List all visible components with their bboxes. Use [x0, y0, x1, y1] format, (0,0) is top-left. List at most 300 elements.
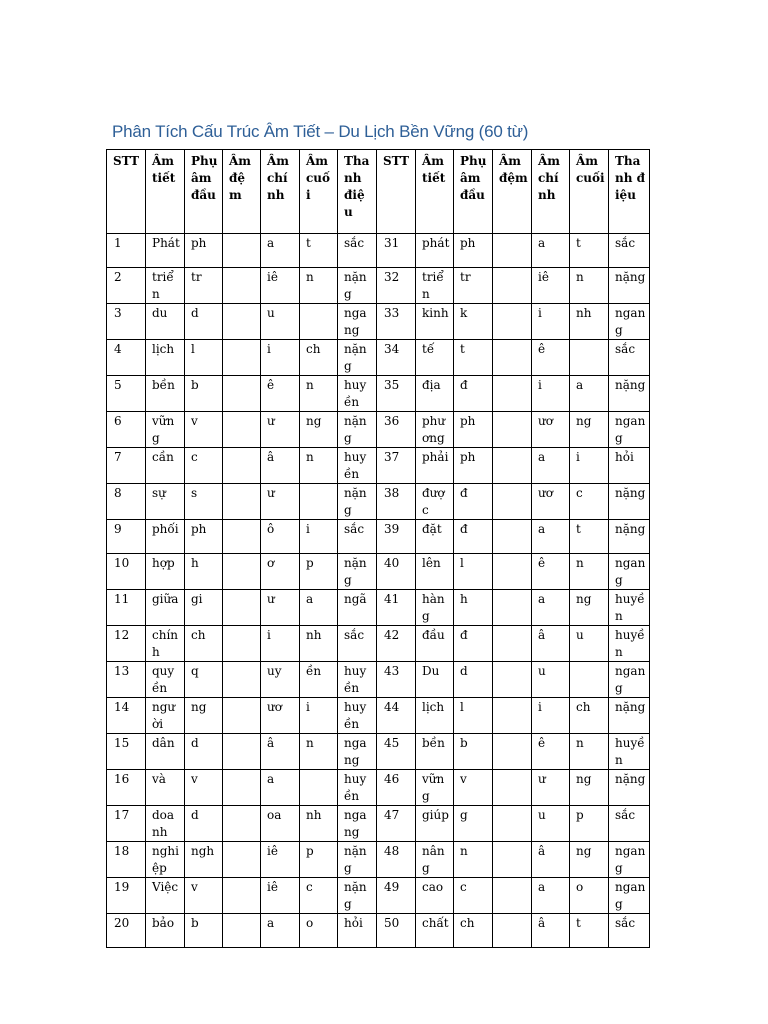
table-cell: tr: [185, 268, 223, 304]
table-cell: v: [185, 770, 223, 806]
table-cell: l: [454, 554, 493, 590]
table-cell: ph: [185, 234, 223, 268]
table-cell: ngang: [609, 878, 650, 914]
table-cell: đ: [454, 520, 493, 554]
table-cell: [300, 304, 338, 340]
table-cell: n: [570, 268, 609, 304]
table-cell: 2: [107, 268, 146, 304]
table-cell: v: [185, 878, 223, 914]
table-cell: 4: [107, 340, 146, 376]
table-cell: [223, 554, 261, 590]
table-cell: ph: [454, 412, 493, 448]
table-cell: n: [300, 448, 338, 484]
table-cell: phối: [146, 520, 185, 554]
column-header: Âm đệm: [493, 150, 532, 234]
table-cell: a: [532, 878, 570, 914]
table-cell: [223, 448, 261, 484]
table-cell: a: [261, 234, 300, 268]
table-cell: [493, 806, 532, 842]
table-cell: u: [532, 662, 570, 698]
table-cell: iê: [532, 268, 570, 304]
column-header: Âm tiết: [416, 150, 454, 234]
table-cell: [223, 340, 261, 376]
table-cell: huyền: [338, 376, 377, 412]
table-cell: ô: [261, 520, 300, 554]
table-cell: bền: [416, 734, 454, 770]
table-cell: lịch: [146, 340, 185, 376]
column-header: Âm chính: [261, 150, 300, 234]
table-cell: 15: [107, 734, 146, 770]
table-cell: ư: [532, 770, 570, 806]
table-cell: bảo: [146, 914, 185, 948]
table-cell: b: [185, 376, 223, 412]
table-cell: sắc: [609, 914, 650, 948]
table-cell: Du: [416, 662, 454, 698]
table-cell: ền: [300, 662, 338, 698]
table-cell: đ: [454, 376, 493, 412]
table-cell: [223, 268, 261, 304]
table-cell: giúp: [416, 806, 454, 842]
table-cell: [223, 626, 261, 662]
table-cell: nh: [300, 806, 338, 842]
table-cell: hỏi: [609, 448, 650, 484]
table-cell: [493, 590, 532, 626]
column-header: Âm chính: [532, 150, 570, 234]
table-cell: phát: [416, 234, 454, 268]
table-cell: 43: [377, 662, 416, 698]
table-cell: sắc: [338, 234, 377, 268]
table-cell: bền: [146, 376, 185, 412]
table-cell: sắc: [609, 234, 650, 268]
table-cell: được: [416, 484, 454, 520]
table-cell: v: [185, 412, 223, 448]
page-title: Phân Tích Cấu Trúc Âm Tiết – Du Lịch Bền Vững (60 từ): [112, 122, 529, 141]
table-cell: ch: [185, 626, 223, 662]
table-header-row: [107, 150, 650, 234]
table-cell: ngang: [338, 806, 377, 842]
table-cell: 16: [107, 770, 146, 806]
table-cell: 12: [107, 626, 146, 662]
table-cell: nặng: [338, 878, 377, 914]
table-cell: ư: [261, 590, 300, 626]
table-cell: [223, 520, 261, 554]
table-cell: [223, 878, 261, 914]
table-cell: 1: [107, 234, 146, 268]
table-cell: ươ: [532, 412, 570, 448]
table-cell: o: [570, 878, 609, 914]
table-cell: 33: [377, 304, 416, 340]
table-cell: i: [261, 626, 300, 662]
table-cell: hàng: [416, 590, 454, 626]
table-cell: nặng: [338, 842, 377, 878]
table-cell: huyền: [338, 698, 377, 734]
table-cell: 8: [107, 484, 146, 520]
table-cell: 31: [377, 234, 416, 268]
table-cell: cần: [146, 448, 185, 484]
table-cell: 46: [377, 770, 416, 806]
table-cell: [493, 914, 532, 948]
table-cell: [300, 484, 338, 520]
table-cell: 42: [377, 626, 416, 662]
table-cell: 34: [377, 340, 416, 376]
table-cell: lên: [416, 554, 454, 590]
table-cell: n: [300, 268, 338, 304]
table-cell: ph: [185, 520, 223, 554]
table-cell: s: [185, 484, 223, 520]
table-cell: ươ: [532, 484, 570, 520]
table-cell: 14: [107, 698, 146, 734]
table-cell: c: [300, 878, 338, 914]
table-row: [107, 734, 650, 770]
table-cell: d: [454, 662, 493, 698]
table-cell: [223, 304, 261, 340]
table-cell: nặng: [338, 484, 377, 520]
table-cell: huyền: [338, 662, 377, 698]
table-cell: c: [185, 448, 223, 484]
table-cell: huyền: [609, 626, 650, 662]
column-header: Âm cuối: [300, 150, 338, 234]
table-cell: [493, 662, 532, 698]
table-cell: 40: [377, 554, 416, 590]
table-cell: [223, 662, 261, 698]
table-cell: h: [454, 590, 493, 626]
column-header: Phụ âm đầu: [454, 150, 493, 234]
table-cell: ng: [570, 590, 609, 626]
column-header: STT: [107, 150, 146, 234]
table-cell: [493, 484, 532, 520]
table-cell: giữa: [146, 590, 185, 626]
table-cell: ư: [261, 484, 300, 520]
table-cell: hợp: [146, 554, 185, 590]
table-cell: đặt: [416, 520, 454, 554]
table-cell: [493, 734, 532, 770]
syllable-table: [106, 149, 650, 948]
table-cell: p: [300, 842, 338, 878]
table-cell: sắc: [338, 626, 377, 662]
table-row: [107, 340, 650, 376]
table-cell: nặng: [338, 554, 377, 590]
table-cell: ngang: [338, 734, 377, 770]
table-cell: 45: [377, 734, 416, 770]
table-cell: 44: [377, 698, 416, 734]
table-cell: a: [532, 448, 570, 484]
table-cell: ph: [454, 234, 493, 268]
table-cell: t: [570, 914, 609, 948]
table-row: [107, 304, 650, 340]
table-cell: oa: [261, 806, 300, 842]
table-row: [107, 914, 650, 948]
table-cell: d: [185, 734, 223, 770]
table-cell: ch: [454, 914, 493, 948]
table-cell: huyền: [338, 770, 377, 806]
table-cell: 38: [377, 484, 416, 520]
table-cell: i: [300, 698, 338, 734]
table-cell: đ: [454, 484, 493, 520]
table-cell: u: [570, 626, 609, 662]
table-cell: p: [570, 806, 609, 842]
table-cell: iê: [261, 268, 300, 304]
table-cell: cao: [416, 878, 454, 914]
table-cell: Việc: [146, 878, 185, 914]
table-cell: triển: [416, 268, 454, 304]
table-cell: ng: [570, 412, 609, 448]
table-cell: ng: [300, 412, 338, 448]
table-cell: â: [261, 448, 300, 484]
column-header: Âm tiết: [146, 150, 185, 234]
table-cell: d: [185, 304, 223, 340]
table-cell: lịch: [416, 698, 454, 734]
table-cell: 10: [107, 554, 146, 590]
table-body: [107, 234, 650, 948]
table-cell: n: [570, 554, 609, 590]
table-cell: uy: [261, 662, 300, 698]
table-cell: Phát: [146, 234, 185, 268]
table-cell: nâng: [416, 842, 454, 878]
table-cell: [300, 770, 338, 806]
table-cell: 18: [107, 842, 146, 878]
table-cell: ph: [454, 448, 493, 484]
table-cell: i: [300, 520, 338, 554]
table-row: [107, 268, 650, 304]
table-cell: nh: [570, 304, 609, 340]
table-cell: [223, 806, 261, 842]
table-cell: ch: [300, 340, 338, 376]
table-cell: huyền: [609, 590, 650, 626]
table-cell: ngang: [609, 412, 650, 448]
table-cell: 49: [377, 878, 416, 914]
table-cell: gi: [185, 590, 223, 626]
table-cell: 11: [107, 590, 146, 626]
table-cell: sắc: [338, 520, 377, 554]
table-cell: nh: [300, 626, 338, 662]
table-cell: chính: [146, 626, 185, 662]
table-cell: 48: [377, 842, 416, 878]
table-cell: tế: [416, 340, 454, 376]
table-cell: a: [300, 590, 338, 626]
table-cell: [493, 340, 532, 376]
table-cell: [223, 914, 261, 948]
table-cell: 5: [107, 376, 146, 412]
table-row: [107, 484, 650, 520]
table-cell: i: [261, 340, 300, 376]
table-cell: [223, 698, 261, 734]
table-cell: ư: [261, 412, 300, 448]
table-cell: ngang: [609, 842, 650, 878]
table-cell: c: [454, 878, 493, 914]
table-cell: dân: [146, 734, 185, 770]
table-cell: a: [261, 770, 300, 806]
table-cell: a: [532, 234, 570, 268]
table-cell: du: [146, 304, 185, 340]
table-cell: â: [532, 626, 570, 662]
table-row: [107, 698, 650, 734]
table-cell: n: [570, 734, 609, 770]
table-row: [107, 554, 650, 590]
table-row: [107, 376, 650, 412]
table-row: [107, 842, 650, 878]
table-cell: 7: [107, 448, 146, 484]
table-row: [107, 448, 650, 484]
table-cell: ê: [532, 340, 570, 376]
table-cell: â: [261, 734, 300, 770]
table-cell: 47: [377, 806, 416, 842]
table-cell: [493, 698, 532, 734]
table-cell: p: [300, 554, 338, 590]
table-cell: ngh: [185, 842, 223, 878]
table-cell: 19: [107, 878, 146, 914]
table-cell: [493, 376, 532, 412]
table-cell: 41: [377, 590, 416, 626]
table-cell: nặng: [609, 376, 650, 412]
table-cell: ng: [570, 770, 609, 806]
table-cell: [570, 340, 609, 376]
table-cell: kinh: [416, 304, 454, 340]
table-cell: i: [532, 376, 570, 412]
column-header: Âm đệm: [223, 150, 261, 234]
table-cell: â: [532, 914, 570, 948]
table-cell: o: [300, 914, 338, 948]
table-cell: t: [570, 234, 609, 268]
table-cell: [223, 412, 261, 448]
table-cell: 37: [377, 448, 416, 484]
table-row: [107, 770, 650, 806]
table-cell: quyền: [146, 662, 185, 698]
table-cell: n: [300, 376, 338, 412]
table-cell: và: [146, 770, 185, 806]
table-cell: sắc: [609, 806, 650, 842]
table-cell: t: [454, 340, 493, 376]
table-row: [107, 590, 650, 626]
table-cell: nặng: [338, 412, 377, 448]
table-cell: q: [185, 662, 223, 698]
table-row: [107, 412, 650, 448]
table-cell: nặng: [338, 268, 377, 304]
table-cell: ng: [570, 842, 609, 878]
table-cell: vững: [146, 412, 185, 448]
table-cell: [493, 234, 532, 268]
column-header: Âm cuối: [570, 150, 609, 234]
table-cell: i: [570, 448, 609, 484]
table-cell: [223, 484, 261, 520]
table-cell: i: [532, 698, 570, 734]
table-cell: â: [532, 842, 570, 878]
table-cell: 50: [377, 914, 416, 948]
table-cell: sắc: [609, 340, 650, 376]
table-cell: 35: [377, 376, 416, 412]
table-cell: a: [532, 520, 570, 554]
table-row: [107, 520, 650, 554]
table-cell: ngã: [338, 590, 377, 626]
column-header: Thanh điệu: [609, 150, 650, 234]
table-cell: 17: [107, 806, 146, 842]
table-cell: [223, 842, 261, 878]
table-cell: huyền: [609, 734, 650, 770]
table-cell: h: [185, 554, 223, 590]
table-cell: nặng: [609, 484, 650, 520]
table-cell: [493, 626, 532, 662]
table-row: [107, 626, 650, 662]
table-cell: ươ: [261, 698, 300, 734]
table-cell: a: [261, 914, 300, 948]
table-cell: [223, 590, 261, 626]
table-cell: [493, 842, 532, 878]
table-cell: triển: [146, 268, 185, 304]
table-cell: [493, 412, 532, 448]
table-cell: [493, 268, 532, 304]
table-cell: nặng: [609, 268, 650, 304]
table-cell: n: [300, 734, 338, 770]
column-header: STT: [377, 150, 416, 234]
table-cell: a: [570, 376, 609, 412]
table-cell: huyền: [338, 448, 377, 484]
table-cell: ê: [532, 554, 570, 590]
table-cell: tr: [454, 268, 493, 304]
table-cell: [493, 878, 532, 914]
table-cell: [493, 770, 532, 806]
table-cell: 32: [377, 268, 416, 304]
table-cell: 13: [107, 662, 146, 698]
table-cell: địa: [416, 376, 454, 412]
table-cell: ngang: [338, 304, 377, 340]
table-cell: nghiệp: [146, 842, 185, 878]
table-cell: người: [146, 698, 185, 734]
table-row: [107, 806, 650, 842]
table-cell: ê: [261, 376, 300, 412]
table-cell: đ: [454, 626, 493, 662]
table-cell: [493, 554, 532, 590]
table-cell: [493, 448, 532, 484]
table-cell: k: [454, 304, 493, 340]
table-cell: nặng: [338, 340, 377, 376]
table-cell: c: [570, 484, 609, 520]
table-cell: u: [261, 304, 300, 340]
table-row: [107, 878, 650, 914]
table-cell: 36: [377, 412, 416, 448]
table-cell: nặng: [609, 770, 650, 806]
table-cell: sự: [146, 484, 185, 520]
table-cell: đầu: [416, 626, 454, 662]
table-row: [107, 234, 650, 268]
table-cell: ch: [570, 698, 609, 734]
table-cell: [493, 520, 532, 554]
table-cell: ê: [532, 734, 570, 770]
table-cell: 39: [377, 520, 416, 554]
table-cell: [223, 376, 261, 412]
table-cell: l: [454, 698, 493, 734]
table-cell: a: [532, 590, 570, 626]
table-cell: [493, 304, 532, 340]
table-cell: doanh: [146, 806, 185, 842]
table-cell: [223, 734, 261, 770]
table-cell: [223, 770, 261, 806]
column-header: Phụ âm đầu: [185, 150, 223, 234]
table-cell: i: [532, 304, 570, 340]
table-cell: b: [454, 734, 493, 770]
table-cell: hỏi: [338, 914, 377, 948]
table-cell: 20: [107, 914, 146, 948]
table-cell: phương: [416, 412, 454, 448]
table-cell: b: [185, 914, 223, 948]
table-cell: ngang: [609, 304, 650, 340]
table-cell: nặng: [609, 520, 650, 554]
table-cell: chất: [416, 914, 454, 948]
table-cell: iê: [261, 842, 300, 878]
table-cell: 3: [107, 304, 146, 340]
table-cell: vững: [416, 770, 454, 806]
table-cell: [570, 662, 609, 698]
table-cell: l: [185, 340, 223, 376]
table-cell: g: [454, 806, 493, 842]
